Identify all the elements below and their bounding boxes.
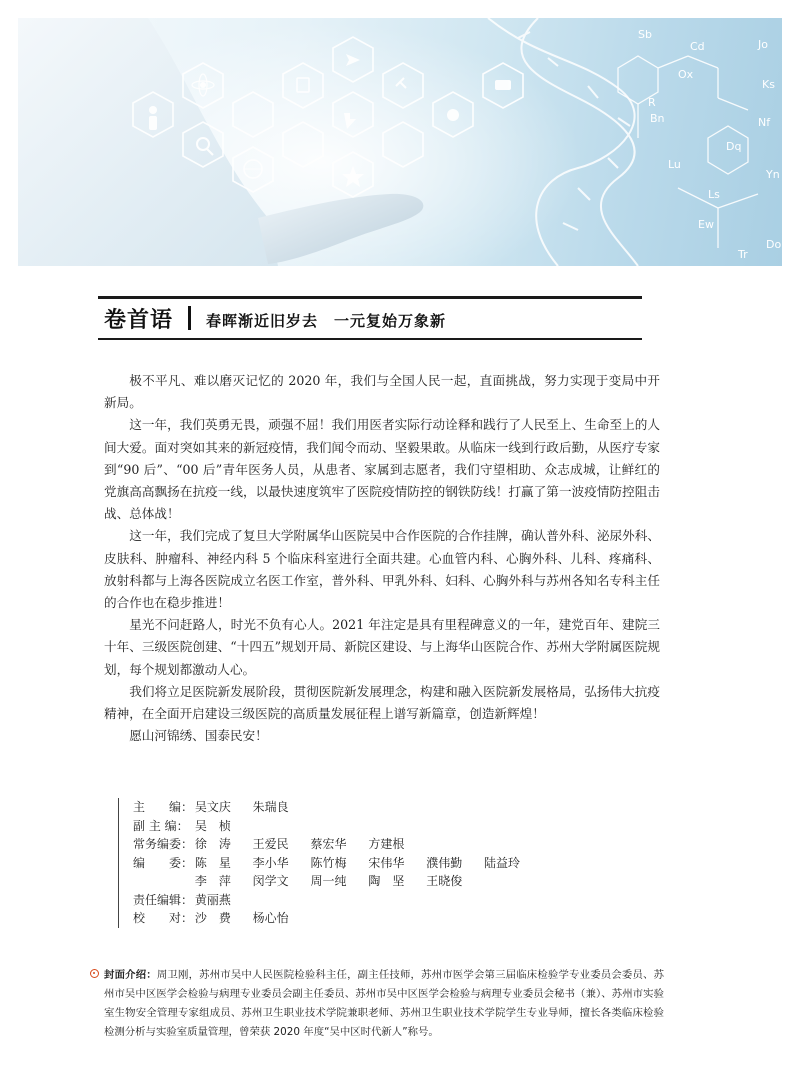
editor-name: 李 萍 xyxy=(194,874,231,888)
editor-role: 校 对： xyxy=(133,911,194,925)
editor-row-board xyxy=(133,854,553,873)
chem-label: Tr xyxy=(738,248,748,261)
editor-name: 陈 星 xyxy=(194,855,231,870)
chem-label: Sb xyxy=(638,28,652,41)
subtitle-part2: 一元复始万象新 xyxy=(334,312,447,330)
editor-name: 闵学文 xyxy=(252,874,289,888)
cover-label: 封面介绍： xyxy=(104,969,157,981)
editor-role: 责任编辑： xyxy=(133,892,194,907)
medical-technology-illustration xyxy=(18,18,782,266)
chem-label: Cd xyxy=(690,40,705,53)
editor-name: 陶 坚 xyxy=(368,874,405,888)
editor-name: 王爱民 xyxy=(252,837,289,851)
editor-row-deputy xyxy=(133,817,553,836)
chem-label: Yn xyxy=(766,168,780,181)
person-icon-body xyxy=(149,116,157,130)
editor-role: 主 编： xyxy=(133,800,194,814)
ambulance-icon xyxy=(495,80,511,90)
editor-name: 蔡宏华 xyxy=(310,837,347,851)
chemical-labels xyxy=(638,28,781,261)
editor-row-chief xyxy=(133,798,553,817)
editor-row-board-cont xyxy=(133,872,553,891)
cover-introduction xyxy=(104,966,664,1042)
editor-row-standing xyxy=(133,835,553,854)
editor-role: 常务编委： xyxy=(133,837,194,851)
editorial-board xyxy=(118,798,553,928)
editor-name: 陆益玲 xyxy=(484,855,521,870)
paragraph: 这一年，我们英勇无畏，顽强不屈！我们用医者实际行动诠释和践行了人民至上、生命至上的人间大爱。面对突如其来的新冠疫情，我们闻令而动、坚毅果敢。从临床一线到行政后勤，从医疗专家到“90 后”、“00 后”青年医务人员，从患者、家属到志愿者，我们守望相助、众志成城，让鲜红的党旗高高飘扬在抗疫一线，以最快速度筑牢了医院疫情防控的钢铁防线！打赢了第一波疫情防控阻击战、总体战！ xyxy=(104,417,660,522)
heading-top-rule xyxy=(98,296,642,299)
section-subtitle xyxy=(206,310,446,331)
paragraph: 这一年，我们完成了复旦大学附属华山医院吴中合作医院的合作挂牌，确认普外科、泌尿外科、皮肤科、肿瘤科、神经内科 5 个临床科室进行全面共建。心血管内科、心胸外科、儿科、疼痛科、放射科都与上海各医院成立名医工作室，普外科、甲乳外科、妇科、心胸外科与苏州各知名专科主任的合作也在稳步推进！ xyxy=(104,528,660,611)
person-icon xyxy=(149,106,157,114)
section-title: 卷首语 xyxy=(104,308,174,333)
radiation-icon xyxy=(447,109,459,121)
editor-name: 王晓俊 xyxy=(426,874,463,888)
chem-label: R xyxy=(648,96,656,109)
paragraph: 愿山河锦绣、国泰民安！ xyxy=(129,728,268,744)
editor-name: 周一纯 xyxy=(310,874,347,888)
chem-label: Bn xyxy=(650,112,665,125)
cover-text: 周卫刚，苏州市吴中人民医院检验科主任，副主任技师，苏州市医学会第三届临床检验学专业委员会委员、苏州市吴中区医学会检验与病理专业委员会副主任委员、苏州市吴中区医学会检验与病理专业委员会秘书（兼）、苏州市实验室生物安全管理专家组成员、苏州卫生职业技术学院兼职老师、苏州卫生职业技术学院学生专业导师，擅长各类临床检验检测分析与实验室质量管理，曾荣获 2020 年度“吴中区时代新人”称号。 xyxy=(104,969,665,1038)
chem-label: Jo xyxy=(758,38,768,51)
chem-label: Do xyxy=(766,238,782,251)
paragraph: 极不平凡、难以磨灭记忆的 2020 年，我们与全国人民一起，直面挑战，努力实现于变局中开新局。 xyxy=(104,373,660,411)
chem-label: Ew xyxy=(698,218,714,231)
editor-name: 徐 涛 xyxy=(194,837,231,851)
editor-row-responsible xyxy=(133,891,553,910)
title-separator xyxy=(188,306,191,330)
heading-bottom-rule xyxy=(98,338,642,340)
chem-label: Ls xyxy=(708,188,720,201)
chem-label: Nf xyxy=(758,116,771,129)
editor-role: 副 主 编： xyxy=(133,818,189,833)
subtitle-part1: 春晖渐近旧岁去 xyxy=(206,312,319,330)
chem-label: Lu xyxy=(668,158,681,171)
chem-label: Ox xyxy=(678,68,694,81)
chem-label: Ks xyxy=(762,78,775,91)
editor-name: 吴文庆 xyxy=(194,800,231,814)
editor-name: 陈竹梅 xyxy=(310,855,347,870)
hero-banner-image xyxy=(18,18,782,266)
chem-label: Dq xyxy=(726,140,742,153)
editor-name: 朱瑞良 xyxy=(252,800,289,814)
editor-name: 黄丽燕 xyxy=(194,892,231,907)
editor-role: 编 委： xyxy=(133,855,194,870)
editor-name: 杨心怡 xyxy=(252,911,289,925)
atom-icon xyxy=(200,82,206,88)
editor-name: 方建根 xyxy=(368,837,405,851)
editor-name: 吴 桢 xyxy=(194,818,231,833)
editor-name: 沙 费 xyxy=(194,911,231,925)
editor-name: 李小华 xyxy=(252,855,289,870)
editorial-body xyxy=(104,370,660,747)
target-bullet-icon xyxy=(90,969,99,978)
paragraph: 我们将立足医院新发展阶段，贯彻医院新发展理念，构建和融入医院新发展格局，弘扬伟大抗疫精神，在全面开启建设三级医院的高质量发展征程上谱写新篇章，创造新辉煌！ xyxy=(104,683,660,722)
editor-name: 宋伟华 xyxy=(368,855,405,870)
editor-row-proofread xyxy=(133,909,553,928)
paragraph: 星光不问赶路人，时光不负有心人。2021 年注定是具有里程碑意义的一年，建党百年、建院三十年、三级医院创建、“十四五”规划开局、新院区建设、与上海华山医院合作、苏州大学附属医院规划，每个规划都激动人心。 xyxy=(104,617,660,677)
editor-name: 濮伟勤 xyxy=(426,855,463,870)
